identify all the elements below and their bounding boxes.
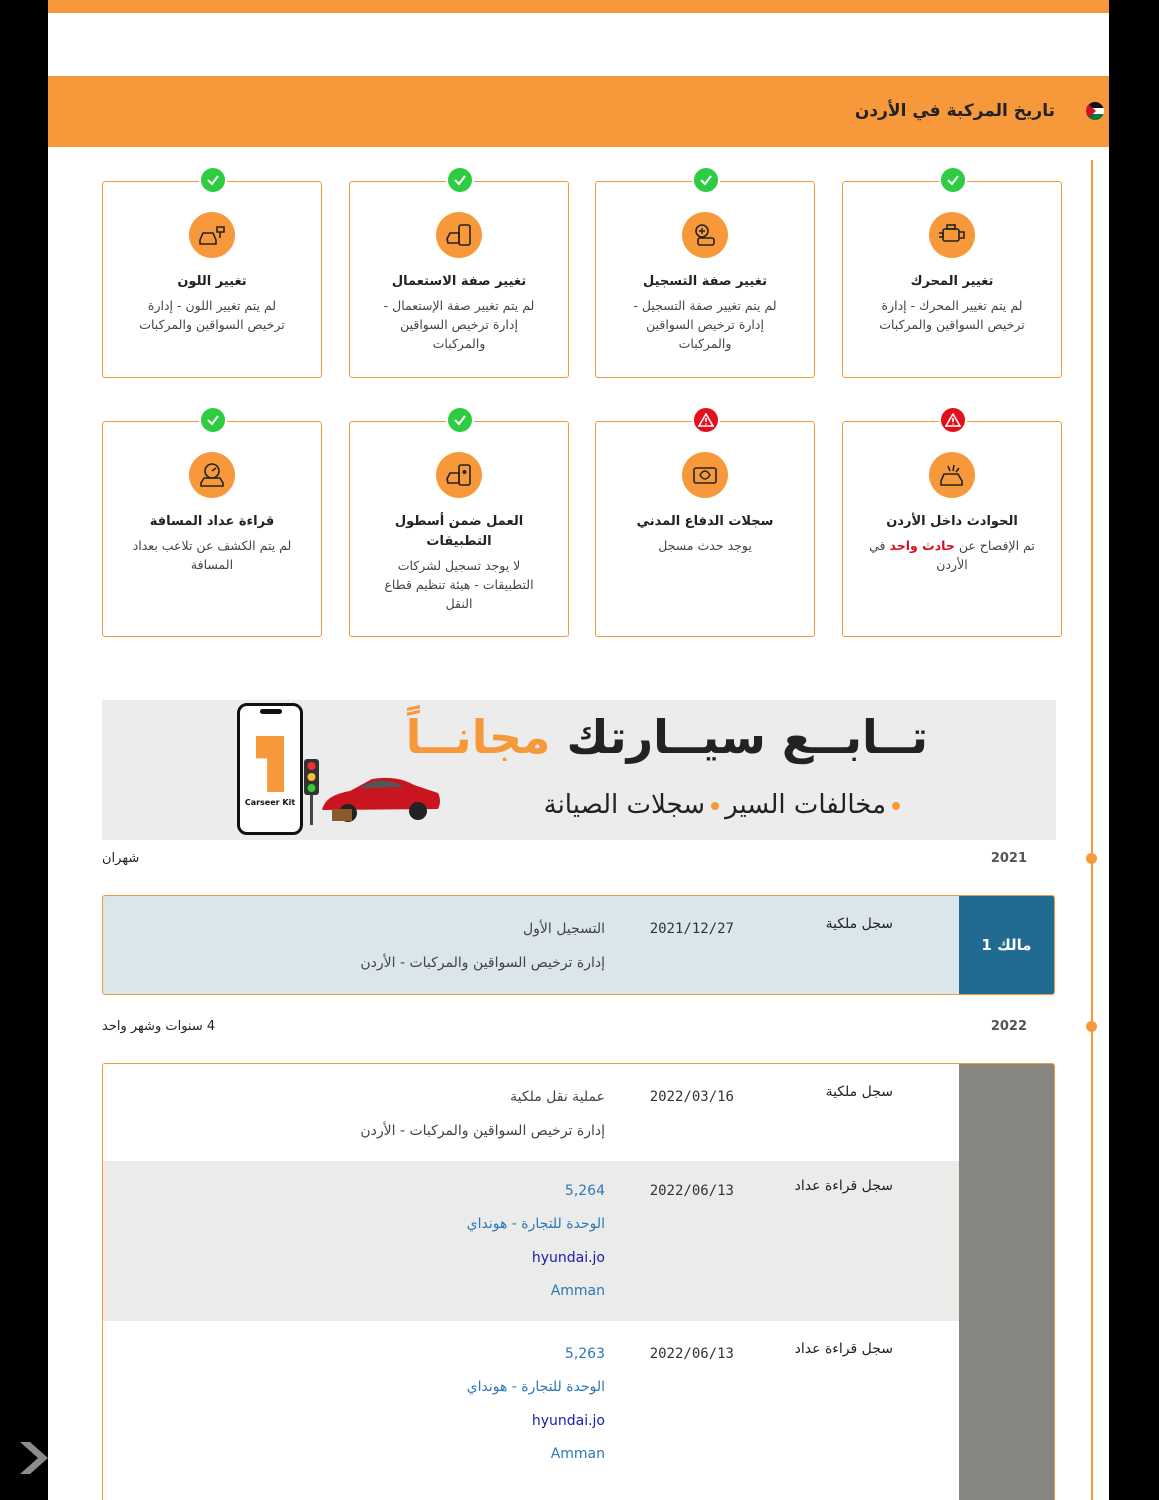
paint-icon bbox=[189, 212, 235, 258]
warning-icon bbox=[692, 406, 720, 434]
vehicle-report-page bbox=[48, 0, 1109, 1500]
banner-title-main: تــابــع سيــارتك bbox=[550, 710, 928, 764]
card-title: تغيير اللون bbox=[177, 274, 247, 289]
card-title: الحوادث داخل الأردن bbox=[886, 514, 1018, 529]
record-mileage: 5,264 bbox=[564, 1183, 605, 1199]
check-icon bbox=[199, 166, 227, 194]
jordan-flag-icon bbox=[1086, 102, 1104, 120]
record-date: 2021/12/27 bbox=[649, 921, 734, 937]
check-icon bbox=[199, 406, 227, 434]
record-mileage: 5,263 bbox=[564, 1346, 605, 1362]
timeline-line bbox=[1091, 160, 1093, 1500]
check-icon bbox=[939, 166, 967, 194]
desc-text: في الأردن bbox=[869, 538, 968, 572]
record-site-link[interactable]: hyundai.jo bbox=[531, 1250, 605, 1266]
desc-text: تم الإفصاح عن bbox=[954, 538, 1035, 553]
record-date: 2022/03/16 bbox=[649, 1089, 734, 1105]
app-name: Carseer Kit bbox=[244, 798, 296, 807]
card-desc: لم يتم تغيير اللون - إدارة ترخيص السواقين والمركبات bbox=[139, 298, 285, 332]
record-row bbox=[103, 1321, 959, 1500]
record-city: Amman bbox=[550, 1446, 605, 1462]
card-title: تغيير صفة الاستعمال bbox=[391, 274, 527, 289]
card-title: قراءة عداد المسافة bbox=[149, 514, 275, 529]
card-accidents bbox=[842, 421, 1062, 637]
carseer-logo-icon bbox=[256, 736, 284, 792]
timeline-dot-2022 bbox=[1086, 1021, 1097, 1032]
period-2022: 4 سنوات وشهر واحد bbox=[102, 1019, 216, 1034]
registration-icon bbox=[682, 212, 728, 258]
record-row bbox=[103, 1064, 959, 1161]
odometer-icon bbox=[189, 452, 235, 498]
owner-2-tab[interactable] bbox=[959, 1064, 1054, 1500]
owner-1-records bbox=[102, 895, 1055, 995]
engine-icon bbox=[929, 212, 975, 258]
card-title: تغيير صفة التسجيل bbox=[643, 274, 767, 289]
section-title: تاريخ المركبة في الأردن bbox=[854, 101, 1055, 121]
record-city: Amman bbox=[550, 1283, 605, 1299]
card-desc bbox=[843, 536, 1061, 574]
card-odometer bbox=[102, 421, 322, 637]
civil-defense-icon bbox=[682, 452, 728, 498]
record-source: إدارة ترخيص السواقين والمركبات - الأردن bbox=[360, 1123, 605, 1139]
record-type: سجل ملكية bbox=[825, 1084, 893, 1100]
banner-item-violations: مخالفات السير bbox=[725, 790, 886, 820]
record-dealer: الوحدة للتجارة - هونداي bbox=[466, 1216, 605, 1232]
card-color-change bbox=[102, 181, 322, 378]
promo-banner[interactable] bbox=[102, 700, 1056, 840]
ride-app-icon bbox=[436, 452, 482, 498]
card-title: تغيير المحرك bbox=[910, 274, 994, 289]
record-date: 2022/06/13 bbox=[649, 1183, 734, 1199]
record-type: سجل قراءة عداد bbox=[794, 1178, 893, 1194]
record-site-link[interactable]: hyundai.jo bbox=[531, 1413, 605, 1429]
card-usage-change bbox=[349, 181, 569, 378]
record-row bbox=[103, 1161, 959, 1321]
card-desc: لم يتم تغيير صفة الإستعمال - إدارة ترخيص السواقين والمركبات bbox=[383, 298, 535, 351]
check-icon bbox=[446, 406, 474, 434]
record-row bbox=[103, 896, 959, 994]
banner-title bbox=[406, 710, 928, 764]
record-dealer: الوحدة للتجارة - هونداي bbox=[466, 1379, 605, 1395]
record-type: سجل قراءة عداد bbox=[794, 1341, 893, 1357]
card-registration-change bbox=[595, 181, 815, 378]
banner-item-maintenance: سجلات الصيانة bbox=[543, 790, 706, 820]
card-engine-change bbox=[842, 181, 1062, 378]
owner-1-tab[interactable]: مالك 1 bbox=[959, 896, 1054, 994]
card-ride-app-fleet bbox=[349, 421, 569, 637]
banner-subtitle bbox=[544, 790, 906, 820]
check-icon bbox=[446, 166, 474, 194]
period-2021: شهران bbox=[102, 851, 140, 866]
warning-icon bbox=[939, 406, 967, 434]
record-date: 2022/06/13 bbox=[649, 1346, 734, 1362]
card-desc: يوجد حدث مسجل bbox=[658, 538, 752, 553]
section-header bbox=[48, 76, 1109, 147]
record-source: إدارة ترخيص السواقين والمركبات - الأردن bbox=[360, 955, 605, 971]
top-accent-strip bbox=[48, 0, 1109, 13]
record-type: سجل ملكية bbox=[825, 916, 893, 932]
card-desc: لم يتم تغيير المحرك - إدارة ترخيص السواقين والمركبات bbox=[879, 298, 1025, 332]
owner-2-records bbox=[102, 1063, 1055, 1500]
timeline-dot-2021 bbox=[1086, 853, 1097, 864]
usage-icon bbox=[436, 212, 482, 258]
record-event: التسجيل الأول bbox=[523, 921, 605, 937]
record-event: عملية نقل ملكية bbox=[510, 1089, 605, 1105]
accident-count-highlight: حادث واحد bbox=[889, 538, 955, 553]
card-title: سجلات الدفاع المدني bbox=[636, 514, 774, 529]
banner-title-free: مجانــاً bbox=[405, 710, 551, 764]
card-desc: لم يتم تغيير صفة التسجيل - إدارة ترخيص السواقين والمركبات bbox=[633, 298, 777, 351]
card-desc: لم يتم الكشف عن تلاعب بعداد المسافة bbox=[132, 538, 292, 572]
chevron-watermark-icon bbox=[18, 1440, 54, 1476]
accident-icon bbox=[929, 452, 975, 498]
year-2021: 2021 bbox=[990, 851, 1027, 866]
car-traffic-light-illustration bbox=[292, 755, 442, 825]
card-desc: لا يوجد تسجيل لشركات التطبيقات - هيئة تنظيم قطاع النقل bbox=[384, 558, 534, 611]
card-civil-defense bbox=[595, 421, 815, 637]
check-icon bbox=[692, 166, 720, 194]
card-title: العمل ضمن أسطول التطبيقات bbox=[394, 514, 524, 549]
year-2022: 2022 bbox=[990, 1019, 1027, 1034]
